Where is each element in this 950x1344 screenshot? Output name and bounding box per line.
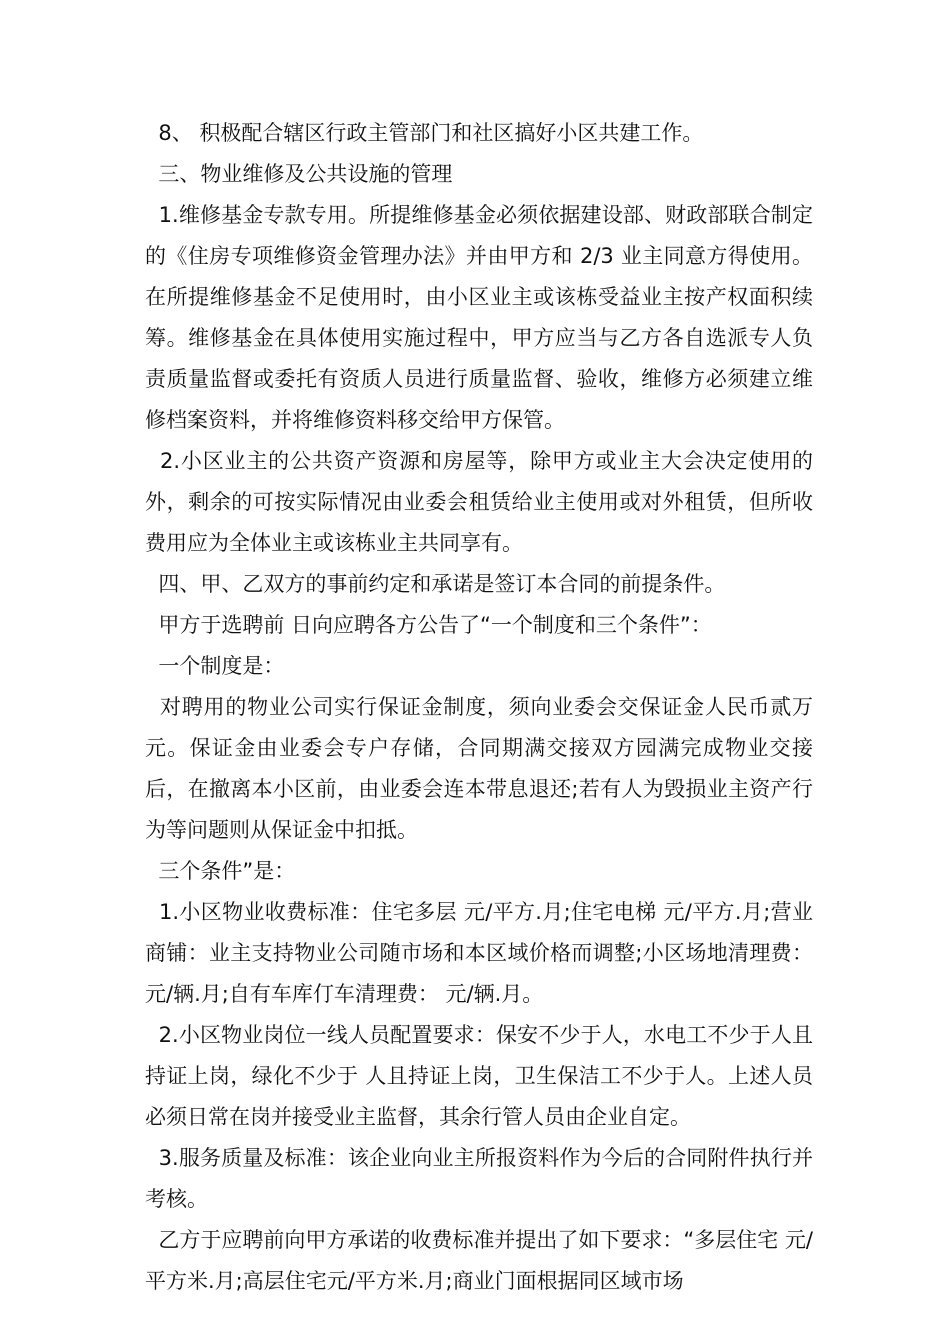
deposit-system-paragraph: 对聘用的物业公司实行保证金制度，须向业委会交保证金人民币贰万元。保证金由业委会专户存储，合同期满交接双方园满完成物业交接后，在撤离本小区前，由业委会连本带息退还;若有人为毁损业主资产行为等问题则从保证金中扣抵。 bbox=[145, 695, 814, 842]
section-3-heading: 三、物业维修及公共设施的管理 bbox=[145, 162, 453, 186]
one-system-heading: 一个制度是： bbox=[145, 654, 285, 678]
party-a-announcement: 甲方于选聘前 日向应聘各方公告了“一个制度和三个条件”： bbox=[145, 613, 712, 637]
party-b-commitment: 乙方于应聘前向甲方承诺的收费标准并提出了如下要求：“多层住宅 元/平方米.月;高层住宅元/平方米.月;商业门面根据同区域市场 bbox=[145, 1228, 813, 1293]
section-4-heading: 四、甲、乙双方的事前约定和承诺是签订本合同的前提条件。 bbox=[145, 572, 726, 596]
clause-8: 8、 积极配合辖区行政主管部门和社区搞好小区共建工作。 bbox=[145, 121, 704, 145]
section-3-item-1: 1.维修基金专款专用。所提维修基金必须依据建设部、财政部联合制定的《住房专项维修资金管理办法》并由甲方和 2/3 业主同意方得使用。在所提维修基金不足使用时，由小区业主或该栋受益业主按产权面积续筹。维修基金在具体使用实施过程中，甲方应当与乙方各自选派专人负责质量监督或委托有资质人员进行质量监督、验收，维修方必须建立维修档案资料，并将维修资料移交给甲方保管。 bbox=[145, 203, 813, 432]
three-conditions-heading: 三个条件”是： bbox=[145, 859, 296, 883]
section-3-item-2: 2.小区业主的公共资产资源和房屋等，除甲方或业主大会决定使用的外，剩余的可按实际情况由业委会租赁给业主使用或对外租赁，但所收费用应为全体业主或该栋业主共同享有。 bbox=[145, 449, 813, 555]
condition-1-fees: 1.小区物业收费标准：住宅多层 元/平方.月;住宅电梯 元/平方.月;营业商铺：业主支持物业公司随市场和本区域价格而调整;小区场地清理费：元/辆.月;自有车库仃车清理费： 元/辆.月。 bbox=[145, 900, 813, 1006]
document-body bbox=[145, 113, 813, 1302]
condition-2-staffing: 2.小区物业岗位一线人员配置要求：保安不少于人，水电工不少于人且持证上岗，绿化不少于 人且持证上岗，卫生保洁工不少于人。上述人员必须日常在岗并接受业主监督，其余行管人员由企业自定。 bbox=[145, 1023, 813, 1129]
condition-3-service-quality: 3.服务质量及标准：该企业向业主所报资料作为今后的合同附件执行并考核。 bbox=[145, 1146, 813, 1211]
